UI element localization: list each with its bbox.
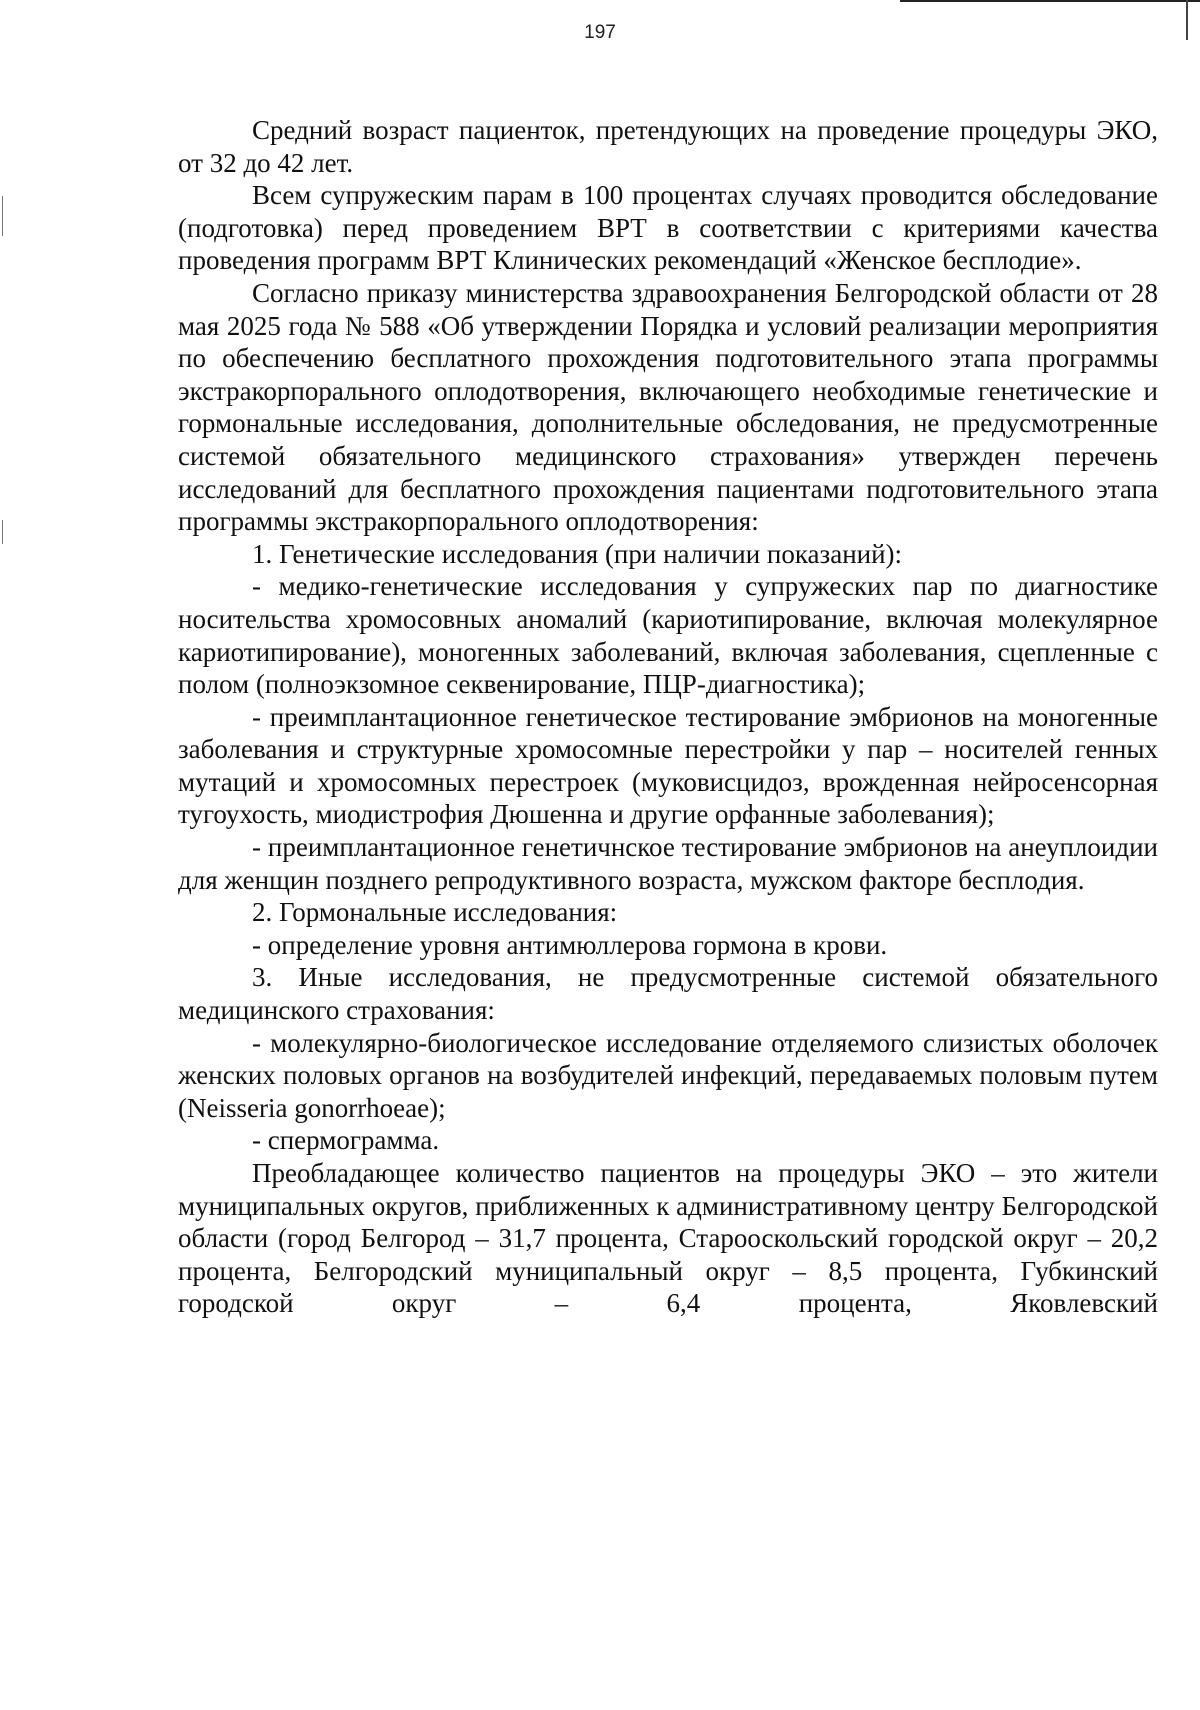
list-item-amh: - определение уровня антимюллерова гормона в крови. xyxy=(252,929,888,960)
list-heading-genetic: 1. Генетические исследования (при наличии показаний): xyxy=(252,538,903,569)
margin-mark xyxy=(2,196,3,236)
scan-edge-top xyxy=(900,0,1200,2)
list-item-medical-genetic: - медико-генетические исследования у супружеских пар по диагностике носительства хромосовных аномалий (кариотипирование, включая молекулярное кариотипирование), моногенных заболеваний, включая заболевания, сцепленные с полом (полноэкзомное секвенирование, ПЦР-диагностика); xyxy=(178,571,1158,700)
paragraph-examination: Всем супружеским парам в 100 процентах случаях проводится обследование (подготовка) перед проведением ВРТ в соответствии с критериями качества проведения программ ВРТ Клинических рекомендаций «Женское бесплодие». xyxy=(178,180,1158,276)
list-heading-other: 3. Иные исследования, не предусмотренные системой обязательного медицинского страхования: xyxy=(178,962,1158,1026)
margin-mark xyxy=(2,520,3,544)
list-item-pgt-monogenic: - преимплантационное генетическое тестирование эмбрионов на моногенные заболевания и структурные хромосомные перестройки у пар – носителей генных мутаций и хромосомных перестроек (муковисцидоз, врожденная нейросенсорная тугоухость, миодистрофия Дюшенна и другие орфанные заболевания); xyxy=(178,701,1158,830)
page-number: 197 xyxy=(584,22,616,43)
list-heading-hormonal: 2. Гормональные исследования: xyxy=(252,897,618,928)
paragraph-patient-distribution: Преобладающее количество пациентов на процедуры ЭКО – это жители муниципальных округов, приближенных к административному центру Белгородской области (город Белгород – 31,7 процента, Старооскольский городской округ – 20,2 процента, Белгородский муниципальный округ – 8,5 процента, Губкинский городской округ – 6,4 процента, Яковлевский xyxy=(178,1158,1158,1319)
document-body xyxy=(178,114,1158,1320)
list-item-pgt-aneuploidy: - преимплантационное генетичнское тестирование эмбрионов на анеуплоидии для женщин позднего репродуктивного возраста, мужском факторе бесплодия. xyxy=(178,832,1158,895)
list-item-molecular-biological: - молекулярно-биологическое исследование отделяемого слизистых оболочек женских половых органов на возбудителей инфекций, передаваемых половым путем (Neisseria gonorrhoeae); xyxy=(178,1027,1158,1123)
paragraph-patient-age: Средний возраст пациенток, претендующих на проведение процедуры ЭКО, от 32 до 42 лет. xyxy=(178,115,1158,178)
paragraph-order-588: Согласно приказу министерства здравоохранения Белгородской области от 28 мая 2025 года № 588 «Об утверждении Порядка и условий реализации мероприятия по обеспечению бесплатного прохождения подготовительного этапа программы экстракорпорального оплодотворения, включающего необходимые генетические и гормональные исследования, дополнительные обследования, не предусмотренные системой обязательного медицинского страхования» утвержден перечень исследований для бесплатного прохождения пациентами подготовительного этапа программы экстракорпорального оплодотворения: xyxy=(178,277,1158,537)
list-item-spermogram: - спермограмма. xyxy=(252,1125,440,1156)
